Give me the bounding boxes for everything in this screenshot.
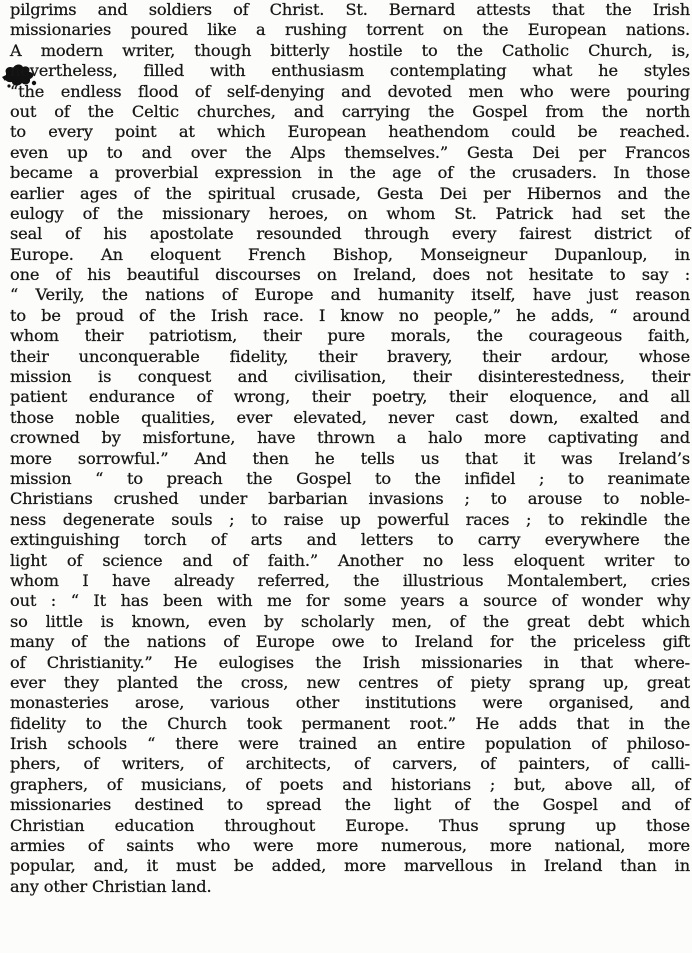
text-line: mission is conquest and civilisation, their disinterestedness, their [10,367,690,387]
text-line: whom I have already referred, the illustrious Montalembert, cries [10,570,690,590]
text-line: patient endurance of wrong, their poetry, their eloquence, and all [10,387,690,407]
text-line: to be proud of the Irish race. I know no people,” he adds, “ around [10,305,690,325]
text-line: whom their patriotism, their pure morals, the courageous faith, [10,326,690,346]
text-line: eulogy of the missionary heroes, on whom St. Patrick had set the [10,203,690,223]
text-line: “the endless flood of self-denying and devoted men who were pouring [10,81,690,101]
text-line: nevertheless, filled with enthusiasm contemplating what he styles [10,61,690,81]
text-line: more sorrowful.” And then he tells us that it was Ireland’s [10,448,690,468]
text-line: to every point at which European heathendom could be reached. [10,122,690,142]
text-line: A modern writer, though bitterly hostile to the Catholic Church, is, [10,40,690,60]
text-line: those noble qualities, ever elevated, never cast down, exalted and [10,407,690,427]
text-line: extinguishing torch of arts and letters to carry everywhere the [10,530,690,550]
text-line: “ Verily, the nations of Europe and humanity itself, have just reason [10,285,690,305]
text-line: monasteries arose, various other institutions were organised, and [10,693,690,713]
text-line: out : “ It has been with me for some years a source of wonder why [10,591,690,611]
text-line: Christians crushed under barbarian invasions ; to arouse to noble- [10,489,690,509]
text-line: ness degenerate souls ; to raise up powerful races ; to rekindle the [10,509,690,529]
text-line: light of science and of faith.” Another no less eloquent writer to [10,550,690,570]
text-line: fidelity to the Church took permanent root.” He adds that in the [10,713,690,733]
text-line: even up to and over the Alps themselves.” Gesta Dei per Francos [10,142,690,162]
text-line: seal of his apostolate resounded through every fairest district of [10,224,690,244]
text-line: of Christianity.” He eulogises the Irish missionaries in that where- [10,652,690,672]
text-line: Europe. An eloquent French Bishop, Monseigneur Dupanloup, in [10,244,690,264]
text-line: graphers, of musicians, of poets and historians ; but, above all, of [10,774,690,794]
text-line: crowned by misfortune, have thrown a halo more captivating and [10,428,690,448]
text-line: became a proverbial expression in the age of the crusaders. In those [10,163,690,183]
text-line: out of the Celtic churches, and carrying the Gospel from the north [10,101,690,121]
text-line: earlier ages of the spiritual crusade, Gesta Dei per Hibernos and the [10,183,690,203]
text-line: pilgrims and soldiers of Christ. St. Bernard attests that the Irish [10,0,690,19]
text-line: missionaries destined to spread the light of the Gospel and of [10,795,690,815]
text-column [10,0,690,897]
text-line: armies of saints who were more numerous, more national, more [10,836,690,856]
text-line: ever they planted the cross, new centres of piety sprang up, great [10,672,690,692]
text-line: their unconquerable fidelity, their bravery, their ardour, whose [10,346,690,366]
text-line: missionaries poured like a rushing torrent on the European nations. [10,20,690,40]
text-line: any other Christian land. [10,876,212,896]
text-line: Irish schools “ there were trained an entire population of philoso- [10,734,690,754]
text-line: Christian education throughout Europe. Thus sprung up those [10,815,690,835]
text-line: mission “ to preach the Gospel to the infidel ; to reanimate [10,468,690,488]
text-line: so little is known, even by scholarly men, of the great debt which [10,611,690,631]
text-line: many of the nations of Europe owe to Ireland for the priceless gift [10,632,690,652]
text-line: one of his beautiful discourses on Ireland, does not hesitate to say : [10,265,690,285]
text-line: phers, of writers, of architects, of carvers, of painters, of calli- [10,754,690,774]
text-line: popular, and, it must be added, more marvellous in Ireland than in [10,856,690,876]
